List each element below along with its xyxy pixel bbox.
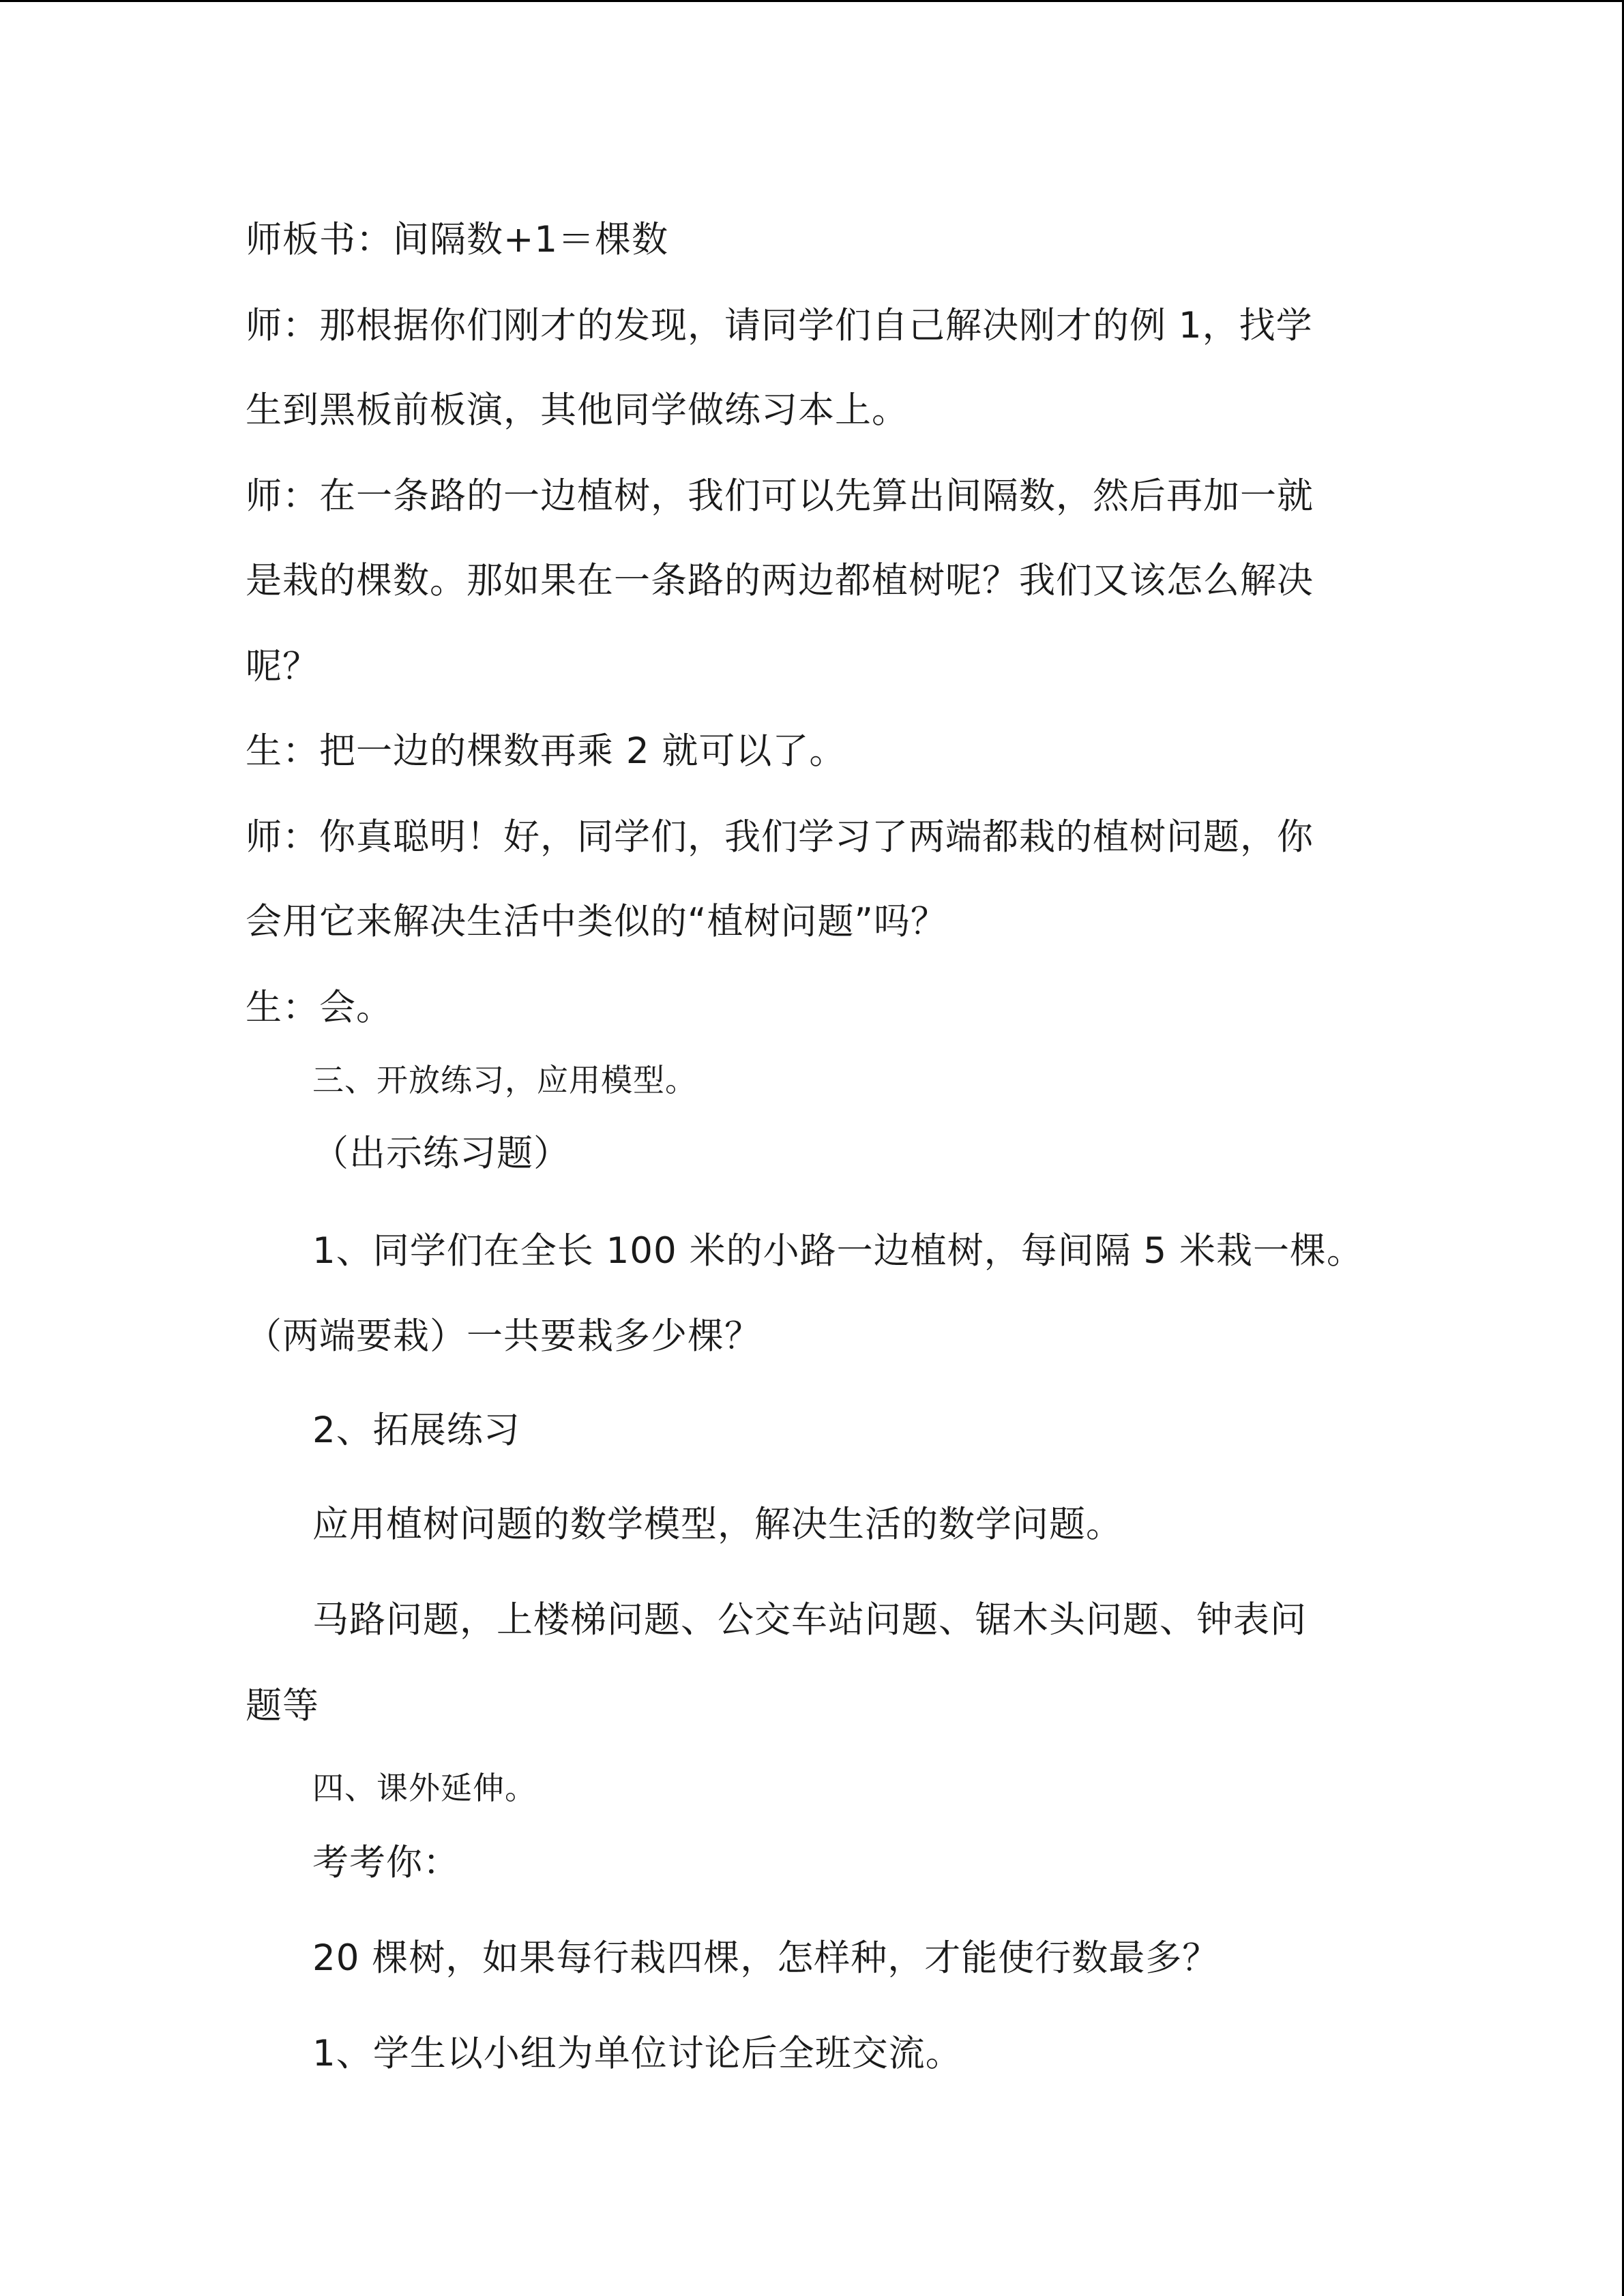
text-line-16: 应用植树问题的数学模型，解决生活的数学问题。 <box>312 1504 1123 1545</box>
text-line-17: 马路问题，上楼梯问题、公交车站问题、锯木头问题、钟表问 <box>312 1599 1307 1641</box>
text-line-6: 呢？ <box>246 646 319 687</box>
text-line-4: 师：在一条路的一边植树，我们可以先算出间隔数，然后再加一就 <box>246 475 1314 517</box>
text-line-2: 师：那根据你们刚才的发现，请同学们自己解决刚才的例 1，找学 <box>246 305 1313 346</box>
text-line-13: 1、同学们在全长 100 米的小路一边植树，每间隔 5 米栽一棵。 <box>312 1230 1363 1272</box>
text-line-7: 生：把一边的棵数再乘 2 就可以了。 <box>246 730 846 772</box>
text-line-9: 会用它来解决生活中类似的“植树问题”吗？ <box>246 901 947 942</box>
text-line-21: 20 棵树，如果每行栽四棵，怎样种，才能使行数最多？ <box>312 1937 1220 1979</box>
text-line-20: 考考你： <box>312 1842 460 1883</box>
section-heading-4: 四、课外延伸。 <box>312 1770 537 1806</box>
text-line-14: （两端要栽）一共要栽多少棵？ <box>246 1315 761 1357</box>
text-line-12: （出示练习题） <box>312 1133 570 1174</box>
text-line-10: 生：会。 <box>246 987 393 1028</box>
text-line-3: 生到黑板前板演，其他同学做练习本上。 <box>246 389 909 431</box>
text-line-8: 师：你真聪明！好，同学们，我们学习了两端都栽的植树问题，你 <box>246 816 1314 858</box>
text-line-22: 1、学生以小组为单位讨论后全班交流。 <box>312 2033 962 2074</box>
section-heading-3: 三、开放练习，应用模型。 <box>312 1062 697 1099</box>
text-line-1: 师板书：间隔数+1＝棵数 <box>246 219 669 260</box>
text-line-15: 2、拓展练习 <box>312 1410 520 1451</box>
text-line-5: 是栽的棵数。那如果在一条路的两边都植树呢？我们又该怎么解决 <box>246 560 1314 601</box>
text-line-18: 题等 <box>246 1685 319 1727</box>
